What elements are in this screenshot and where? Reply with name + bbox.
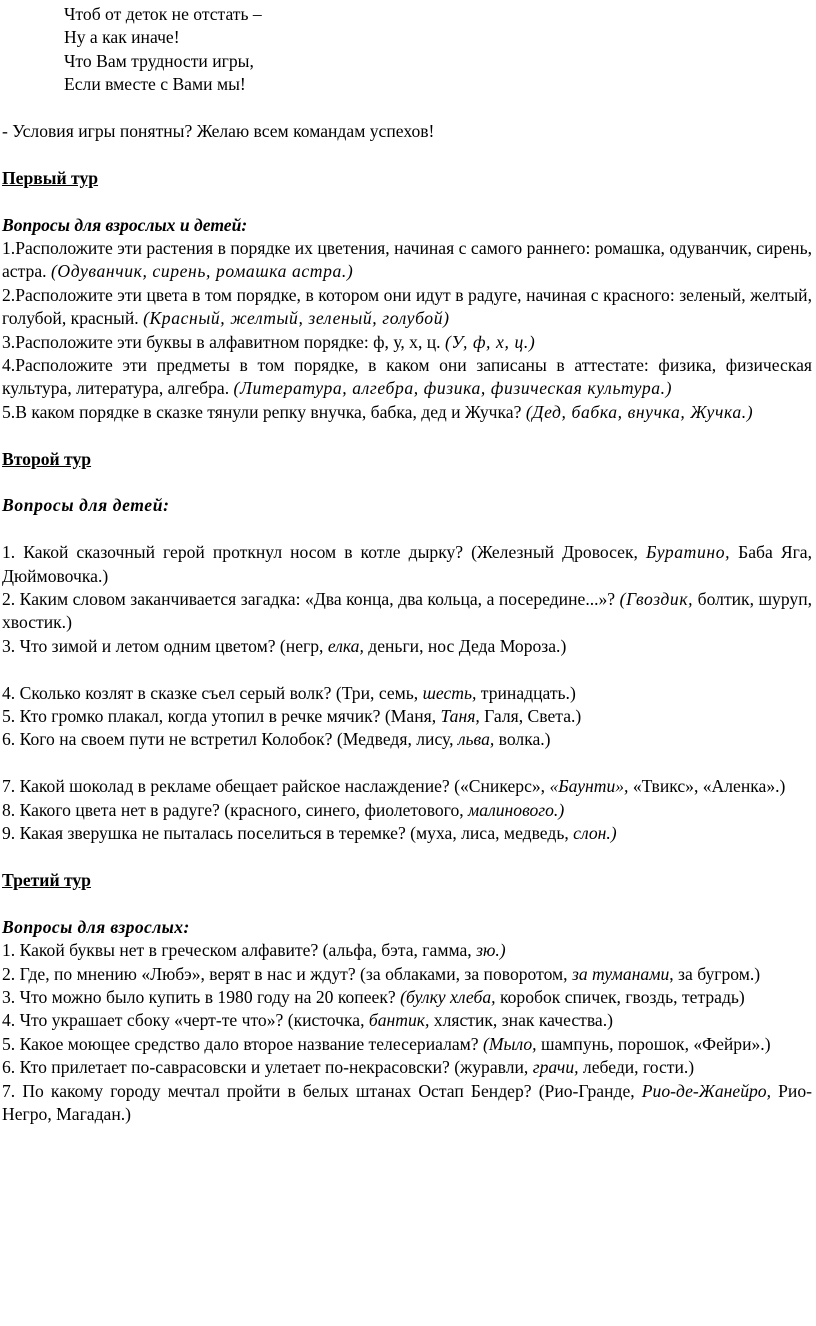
tour1-question: 2.Расположите эти цвета в том порядке, в котором они идут в радуге, начиная с красного: зеленый, желтый, голубой, красный. (Красный, желтый, зеленый, голубой): [2, 284, 812, 329]
tour2-question: 1. Какой сказочный герой проткнул носом в котле дырку? (Железный Дровосек, Буратино, Баба Яга, Дюймовочка.): [2, 542, 812, 586]
tour1-question: 3.Расположите эти буквы в алфавитном порядке: ф, у, х, ц. (У, ф, х, ц.): [2, 331, 536, 352]
tour1-question: 5.В каком порядке в сказке тянули репку внучка, бабка, дед и Жучка? (Дед, бабка, внучка, Жучка.): [2, 401, 754, 422]
tour2-question: 2. Каким словом заканчивается загадка: «Два конца, два кольца, а посередине...»? (Гвоздик, болтик, шуруп, хвостик.): [2, 589, 813, 633]
tour3-question: 2. Где, по мнению «Любэ», верят в нас и ждут? (за облаками, за поворотом, за туманами, за бугром.): [2, 963, 761, 984]
tour2-question: 9. Какая зверушка не пыталась поселиться в теремке? (муха, лиса, медведь, слон.): [2, 823, 617, 844]
tour3-question: 1. Какой буквы нет в греческом алфавите? (альфа, бэта, гамма, зю.): [2, 940, 506, 961]
tour1-subtitle: Вопросы для взрослых и детей:: [2, 214, 248, 235]
tour3-question: 3. Что можно было купить в 1980 году на 20 копеек? (булку хлеба, коробок спичек, гвоздь, тетрадь): [2, 986, 745, 1007]
tour3-subtitle: Вопросы для взрослых:: [2, 916, 190, 937]
tour3-question: 5. Какое моющее средство дало второе название телесериалам? (Мыло, шампунь, порошок, «Фейри».): [2, 1033, 771, 1054]
poem-line: Чтоб от деток не отстать –: [64, 4, 262, 24]
tour3-question: 6. Кто прилетает по-саврасовски и улетает по-некрасовски? (журавли, грачи, лебеди, гости.): [2, 1057, 695, 1078]
poem-line: Если вместе с Вами мы!: [64, 74, 246, 95]
tour3-question: 4. Что украшает сбоку «черт-те что»? (кисточка, бантик, хлястик, знак качества.): [2, 1010, 613, 1031]
tour2-question: 7. Какой шоколад в рекламе обещает райское наслаждение? («Сникерс», «Баунти», «Твикс», «Аленка».): [2, 776, 786, 797]
tour1-question: 1.Расположите эти растения в порядке их цветения, начиная с самого раннего: ромашка, одуванчик, сирень, астра. (Одуванчик, сирень, ромашка астра.): [2, 238, 812, 282]
tour2-question: 5. Кто громко плакал, когда утопил в речке мячик? (Маня, Таня, Галя, Света.): [2, 706, 582, 727]
intro-text: - Условия игры понятны? Желаю всем командам успехов!: [2, 121, 435, 142]
tour2-question: 8. Какого цвета нет в радуге? (красного, синего, фиолетового, малинового.): [2, 799, 565, 820]
tour3-question: 7. По какому городу мечтал пройти в белых штанах Остап Бендер? (Рио-Гранде, Рио-де-Жанейро, Рио-Негро, Магадан.): [2, 1080, 812, 1124]
poem-line: Ну а как иначе!: [64, 27, 180, 48]
tour3-title: Третий тур: [2, 869, 91, 890]
tour1-title: Первый тур: [2, 167, 99, 188]
tour2-subtitle: Вопросы для детей:: [2, 495, 170, 516]
tour2-question: 6. Кого на своем пути не встретил Колобок? (Медведя, лису, льва, волка.): [2, 729, 551, 750]
tour2-question: 3. Что зимой и летом одним цветом? (негр, елка, деньги, нос Деда Мороза.): [2, 635, 567, 656]
tour1-question: 4.Расположите эти предметы в том порядке, в каком они записаны в аттестате: физика, физическая культура, литература, алгебра. (Литература, алгебра, физика, физическая культура.): [2, 355, 812, 399]
poem: [2, 0, 812, 97]
tour2-question: 4. Сколько козлят в сказке съел серый волк? (Три, семь, шесть, тринадцать.): [2, 682, 576, 703]
tour2-title: Второй тур: [2, 448, 92, 469]
poem-line: Что Вам трудности игры,: [64, 50, 254, 71]
